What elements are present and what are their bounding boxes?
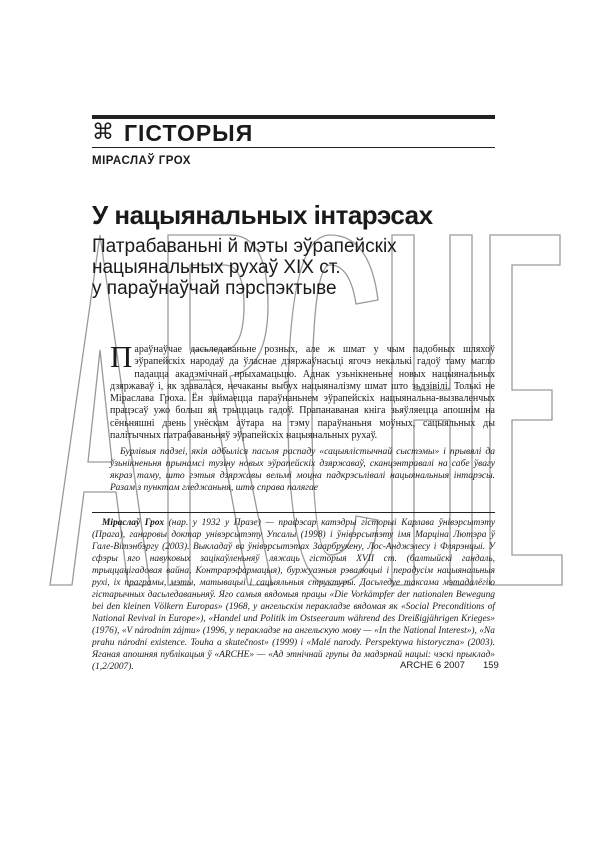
subtitle-line: у параўнаўчай пэрспэктыве [92,278,337,299]
lead-text: араўнаўчае дасьледаваньне розных, але ж шмат у чым падобных шляхоў эўрапейскіх народаў да ўласнае дзяржаўнасьці ягочэ некалькі гадоў таму магло падацца акадэмічнай прыхамацьцю. Аднак узьнікненьне новых нацыянальных дзяржаваў і, як здавалася, нечаканы выбух нацыяналізму шмат што зьдзівілі. Толькі не Міраслава Гроха. Ён займаецца параўнаньнем эўрапейскіх нацыянальна-вызваленчых працэсаў ужо больш як трыццаць гадоў. Прапанаваная кніга зьяўляецца апошнім на сёньняшні дзень унёскам аўтара на тэму параўнаньня моўных, сацыяльных ды палітычных патрабаваньняў эўрапейскіх нацыянальных рухаў. [110,344,495,442]
subtitle-line: Патрабаваньні й мэты эўрапейскіх [92,236,397,257]
author-name: МІРАСЛАЎ ГРОХ [92,155,191,167]
author-bio [92,517,495,673]
page-footer [400,660,499,671]
lead-paragraph [110,339,495,442]
section-title: ГІСТОРЫЯ [124,120,254,146]
article-title: У нацыянальных інтарэсах [92,200,433,230]
epigraph-text: Бурлівыя падзеі, якія адбыліся пасьля распаду «сацыялістычнай сыстэмы» і прывялі да ўзьнікненьня прынамсі тузіну новых эўрапейскіх дзяржаваў, сканцэнтравалі на сабе ўвагу якраз таму, што гэтыя дзяржавы вельмі моцна падкрэсьлівалі нацыянальныя інтарэсы. Разам з пунктам гледжаньня, што справа палягае [110,446,495,493]
subtitle-line: нацыянальных рухаў XIX ст. [92,257,341,278]
top-rule [92,115,495,119]
journal-issue: ARCHE 6 2007 [400,660,465,671]
section-rule [92,147,495,148]
bio-text: (нар. у 1932 у Празе) — прафэсар катэдры гісторыі Карлава ўнівэрсытэту (Прага), ганаровы доктар унівэрсытэту Упсалы (1998) і ўнівэрсытэту імя Марціна Лютэра ў Гале-Вітэнбэргу (2003). Выкладаў ва ўнівэрсытэтах Заарбрукену, Лос-Анджэлесу і Флярэнцыі. У сфэры яго навуковых зацікаўленьняў ляжаць гісторыя XVII ст. (балтыйскі гандаль, трыццацігадовая вайна, Контрарэфармацыя), буржуазныя рэвалюцыі і перадусім нацыянальныя рухі, іх праграмы, мэты, матывацыі і сацыяльныя структуры. Дасьледуе таксама мэтадалёгію гістарычных дасьледаваньняў. Яго самыя вядомыя працы «Die Vorkämpfer der nationalen Bewegung bei den kleinen Völkern Europas» (1968, у ангельскім перакладзе вядомая як «Social Preconditions of National Revival in Europe»), «Handel und Politik im Ostseeraum während des Dreißigjährigen Krieges» (1976), «V národním zájmu» (1996, у перакладзе на ангельскую мову — «In the National Interest»), «Na prahu národní existence. Touha a skutečnost» (1999) і «Malé narody. Perspektywa historyczna» (2003). Яганая апошняя публікацыя ў «ARCHE» — «Ад этнічнай групы да мадэрнай нацыі: чэскі прыклад» (1,2/2007). [92,518,495,672]
bio-author-name: Міраслаў Грох [102,518,165,528]
command-key-icon: ⌘ [92,120,114,145]
section-header [92,120,253,146]
epigraph [110,446,495,494]
bio-rule [92,512,495,513]
page-number: 159 [482,660,499,671]
article-subtitle [92,236,492,299]
drop-cap: П [110,339,133,374]
